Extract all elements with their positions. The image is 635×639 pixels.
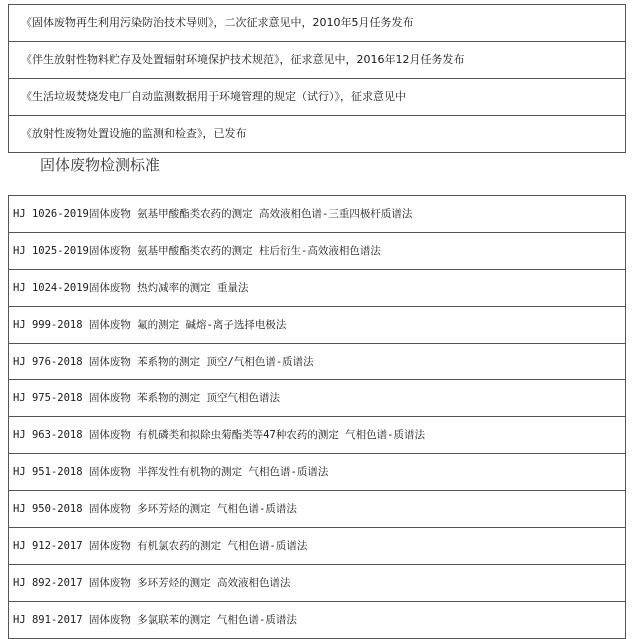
standard-cell: HJ 1026-2019固体废物 氨基甲酸酯类农药的测定 高效液相色谱-三重四极杆质谱法 — [9, 196, 626, 233]
table-row — [9, 417, 626, 454]
table-row — [9, 79, 626, 116]
table-row — [9, 601, 626, 638]
plan-cell: 《固体废物再生利用污染防治技术导则》，二次征求意见中，2010年5月任务发布 — [9, 5, 626, 42]
standard-cell: HJ 963-2018 固体废物 有机磷类和拟除虫菊酯类等47种农药的测定 气相色谱-质谱法 — [9, 417, 626, 454]
standard-cell: HJ 999-2018 固体废物 氟的测定 碱熔-离子选择电极法 — [9, 306, 626, 343]
table-row — [9, 491, 626, 528]
table-row — [9, 380, 626, 417]
standard-cell: HJ 912-2017 固体废物 有机氯农药的测定 气相色谱-质谱法 — [9, 528, 626, 565]
section-title: 固体废物检测标准 — [40, 156, 161, 174]
standard-cell: HJ 975-2018 固体废物 苯系物的测定 顶空气相色谱法 — [9, 380, 626, 417]
standards-table — [8, 195, 626, 639]
table-row — [9, 306, 626, 343]
standard-cell: HJ 951-2018 固体废物 半挥发性有机物的测定 气相色谱-质谱法 — [9, 454, 626, 491]
table-row — [9, 232, 626, 269]
table-row — [9, 564, 626, 601]
table-row — [9, 528, 626, 565]
standard-cell: HJ 950-2018 固体废物 多环芳烃的测定 气相色谱-质谱法 — [9, 491, 626, 528]
table-row — [9, 196, 626, 233]
table-row — [9, 454, 626, 491]
table-row — [9, 5, 626, 42]
plan-cell: 《放射性废物处置设施的监测和检查》，已发布 — [9, 116, 626, 153]
standard-cell: HJ 891-2017 固体废物 多氯联苯的测定 气相色谱-质谱法 — [9, 601, 626, 638]
table-row — [9, 116, 626, 153]
table-row — [9, 269, 626, 306]
table-row — [9, 343, 626, 380]
table-row — [9, 42, 626, 79]
standard-cell: HJ 1025-2019固体废物 氨基甲酸酯类农药的测定 柱后衍生-高效液相色谱法 — [9, 232, 626, 269]
standard-cell: HJ 1024-2019固体废物 热灼减率的测定 重量法 — [9, 269, 626, 306]
standard-cell: HJ 892-2017 固体废物 多环芳烃的测定 高效液相色谱法 — [9, 564, 626, 601]
plans-table — [8, 4, 626, 153]
plan-cell: 《生活垃圾焚烧发电厂自动监测数据用于环境管理的规定（试行）》，征求意见中 — [9, 79, 626, 116]
standard-cell: HJ 976-2018 固体废物 苯系物的测定 顶空/气相色谱-质谱法 — [9, 343, 626, 380]
plan-cell: 《伴生放射性物料贮存及处置辐射环境保护技术规范》，征求意见中，2016年12月任务发布 — [9, 42, 626, 79]
